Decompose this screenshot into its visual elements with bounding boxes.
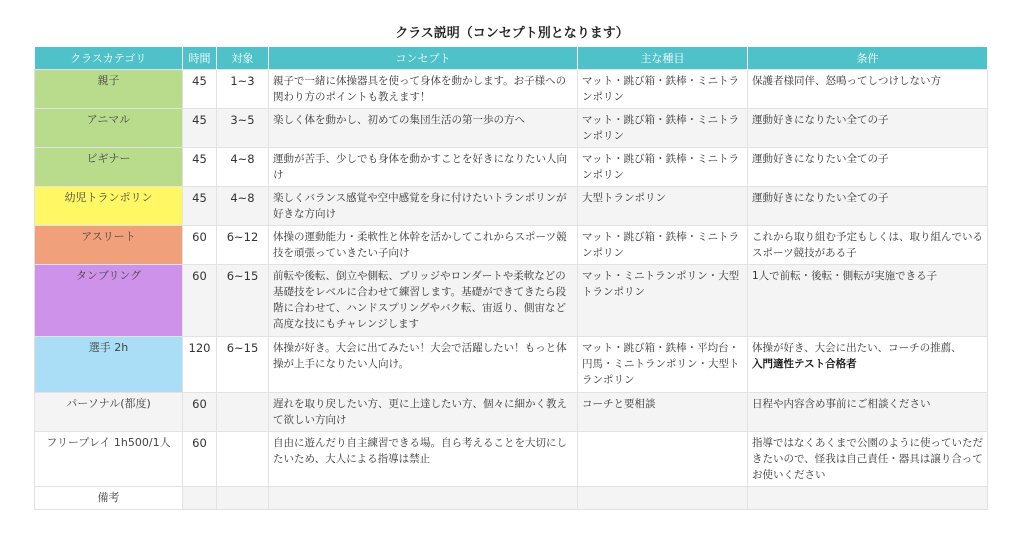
- condition-cell: 保護者様同伴、怒鳴ってしつけしない方: [748, 70, 988, 109]
- time-cell: 60: [183, 265, 217, 337]
- age-cell: [217, 393, 269, 432]
- table-row: [35, 432, 988, 487]
- condition-cell: これから取り組む予定もしくは、取り組んでいるスポーツ競技がある子: [748, 226, 988, 265]
- events-cell: マット・跳び箱・鉄棒・ミニトランポリン: [578, 148, 748, 187]
- concept-cell: 体操が好き。大会に出てみたい！大会で活躍したい！もっと体操が上手になりたい人向け。: [269, 337, 578, 393]
- header-events: 主な種目: [578, 47, 748, 70]
- category-cell: アスリート: [35, 226, 183, 265]
- condition-cell: 指導ではなくあくまで公園のように使っていただきたいので、怪我は自己責任・器具は譲り合ってお使いください: [748, 432, 988, 487]
- condition-bold-text: 入門適性テスト合格者: [752, 358, 857, 370]
- table-row: [35, 265, 988, 337]
- table-row: [35, 487, 988, 510]
- concept-cell: 楽しく体を動かし、初めての集団生活の第一歩の方へ: [269, 109, 578, 148]
- condition-cell: 運動好きになりたい全ての子: [748, 187, 988, 226]
- category-cell: 備考: [35, 487, 183, 510]
- concept-cell: 体操の運動能力・柔軟性と体幹を活かしてこれからスポーツ競技を頑張っていきたい子向け: [269, 226, 578, 265]
- class-table: [34, 47, 988, 510]
- condition-cell: 運動好きになりたい全ての子: [748, 109, 988, 148]
- category-cell: パーソナル(都度): [35, 393, 183, 432]
- condition-cell: 日程や内容含め事前にご相談ください: [748, 393, 988, 432]
- time-cell: 60: [183, 226, 217, 265]
- age-cell: [217, 432, 269, 487]
- header-condition: 条件: [748, 47, 988, 70]
- header-target: 対象: [217, 47, 269, 70]
- table-row: [35, 393, 988, 432]
- events-cell: マット・跳び箱・鉄棒・ミニトランポリン: [578, 70, 748, 109]
- age-cell: 4~8: [217, 148, 269, 187]
- condition-cell: [748, 337, 988, 393]
- age-cell: 6~15: [217, 337, 269, 393]
- concept-cell: 楽しくバランス感覚や空中感覚を身に付けたいトランポリンが好きな方向け: [269, 187, 578, 226]
- page-title: クラス説明（コンセプト別となります）: [395, 26, 629, 41]
- events-cell: マット・ミニトランポリン・大型トランポリン: [578, 265, 748, 337]
- header-concept: コンセプト: [269, 47, 578, 70]
- age-cell: [217, 487, 269, 510]
- time-cell: 45: [183, 148, 217, 187]
- header-category: クラスカテゴリ: [35, 47, 183, 70]
- age-cell: 1~3: [217, 70, 269, 109]
- category-cell: タンブリング: [35, 265, 183, 337]
- age-cell: 4~8: [217, 187, 269, 226]
- time-cell: 120: [183, 337, 217, 393]
- events-cell: マット・跳び箱・鉄棒・ミニトランポリン: [578, 226, 748, 265]
- table-row: [35, 148, 988, 187]
- table-row: [35, 226, 988, 265]
- condition-text: 体操が好き、大会に出たい、コーチの推薦、: [752, 342, 962, 354]
- events-cell: [578, 487, 748, 510]
- condition-cell: 1人で前転・後転・側転が実施できる子: [748, 265, 988, 337]
- condition-cell: 運動好きになりたい全ての子: [748, 148, 988, 187]
- category-cell: 幼児トランポリン: [35, 187, 183, 226]
- table-row: [35, 109, 988, 148]
- header-time: 時間: [183, 47, 217, 70]
- table-row: [35, 187, 988, 226]
- events-cell: コーチと要相談: [578, 393, 748, 432]
- events-cell: マット・跳び箱・鉄棒・平均台・円馬・ミニトランポリン・大型トランポリン: [578, 337, 748, 393]
- category-cell: 選手 2h: [35, 337, 183, 393]
- time-cell: 60: [183, 432, 217, 487]
- category-cell: ビギナー: [35, 148, 183, 187]
- time-cell: 60: [183, 393, 217, 432]
- category-cell: フリープレイ 1h500/1人: [35, 432, 183, 487]
- concept-cell: 遅れを取り戻したい方、更に上達したい方、個々に細かく教えて欲しい方向け: [269, 393, 578, 432]
- table-row: [35, 337, 988, 393]
- condition-cell: [748, 487, 988, 510]
- time-cell: 45: [183, 70, 217, 109]
- events-cell: [578, 432, 748, 487]
- concept-cell: 運動が苦手、少しでも身体を動かすことを好きになりたい人向け: [269, 148, 578, 187]
- events-cell: 大型トランポリン: [578, 187, 748, 226]
- time-cell: 45: [183, 109, 217, 148]
- events-cell: マット・跳び箱・鉄棒・ミニトランポリン: [578, 109, 748, 148]
- table-row: [35, 70, 988, 109]
- age-cell: 3~5: [217, 109, 269, 148]
- time-cell: [183, 487, 217, 510]
- age-cell: 6~12: [217, 226, 269, 265]
- concept-cell: 前転や後転、倒立や側転、ブリッジやロンダートや柔軟などの基礎技をレベルに合わせて練習します。基礎ができてきたら段階に合わせて、ハンドスプリングやバク転、宙返り、側宙など高度な技にもチャレンジします: [269, 265, 578, 337]
- category-cell: アニマル: [35, 109, 183, 148]
- concept-cell: 自由に遊んだり自主練習できる場。自ら考えることを大切にしたいため、大人による指導は禁止: [269, 432, 578, 487]
- category-cell: 親子: [35, 70, 183, 109]
- concept-cell: 親子で一緒に体操器具を使って身体を動かします。お子様への関わり方のポイントも教えます！: [269, 70, 578, 109]
- age-cell: 6~15: [217, 265, 269, 337]
- header-row: [35, 47, 988, 70]
- time-cell: 45: [183, 187, 217, 226]
- concept-cell: [269, 487, 578, 510]
